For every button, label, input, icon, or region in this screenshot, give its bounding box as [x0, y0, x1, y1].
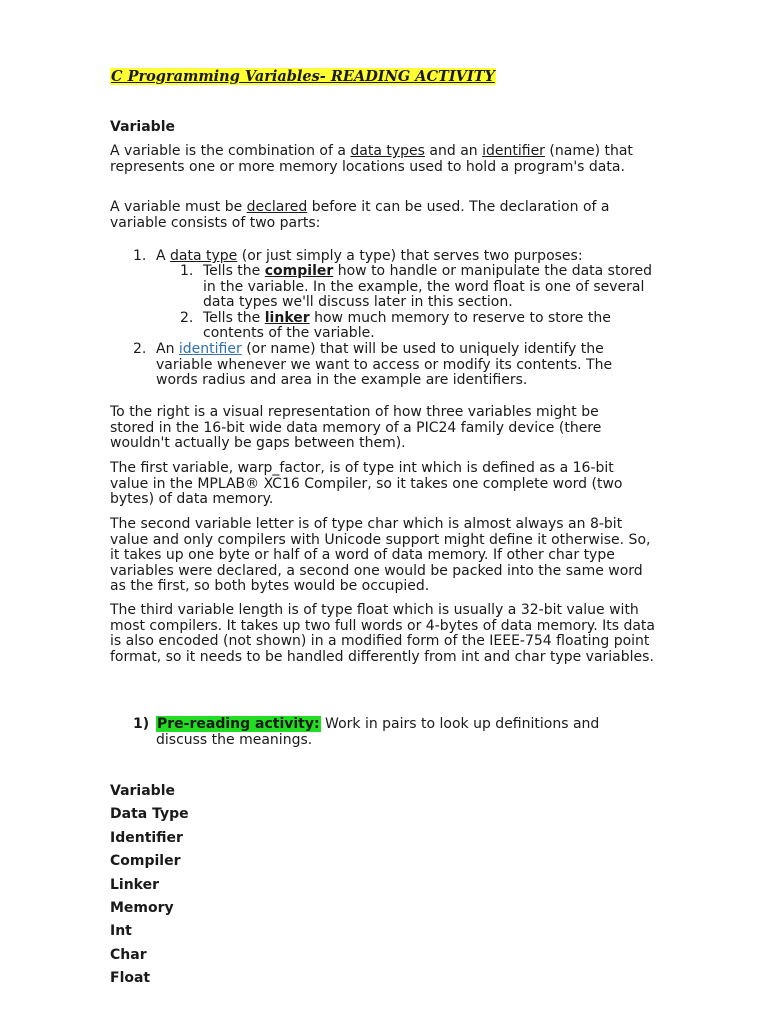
- vocabulary-term: Identifier: [110, 829, 183, 846]
- data-type-term: data type: [170, 248, 238, 264]
- link-identifier-2[interactable]: identifier: [178, 340, 242, 357]
- sub-list-number: 1.: [180, 263, 194, 279]
- text: (name) that represents one or more memory locations used to hold a program's data.: [110, 143, 633, 175]
- text: how to handle or manipulate the data stored in the variable. In the example, the word float is one of several data types we'll discuss later in this section.: [203, 263, 652, 311]
- paragraph-declaration: [110, 199, 635, 231]
- sub-list-item: [110, 311, 655, 342]
- text: A variable must be: [110, 199, 247, 215]
- text: how much memory to reserve to store the contents of the variable.: [203, 309, 611, 342]
- vocabulary-term: Compiler: [110, 853, 181, 870]
- declaration-parts-list: [110, 248, 662, 389]
- vocabulary-term: Char: [110, 946, 147, 963]
- vocabulary-term: Memory: [110, 900, 174, 916]
- text: Tells the: [203, 263, 265, 279]
- list-item: [110, 342, 656, 389]
- paragraph-third-variable: The third variable length is of type float which is usually a 32-bit value with most compilers. It takes up two full words or 4-bytes of data memory. Its data is also encoded (not shown) in a modified form of the IEEE-754 floating point format, so it needs to be handled differently from int and char type variables.: [110, 602, 655, 665]
- activity-label: Pre-reading activity:: [157, 716, 320, 732]
- text: (or name) that will be used to uniquely identify the variable whenever we want to access or modify its contents. The words radius and area in the example are identifiers.: [156, 340, 613, 389]
- heading-variable: Variable: [110, 119, 175, 135]
- pre-reading-activity: [110, 716, 622, 748]
- link-identifier[interactable]: identifier: [482, 143, 545, 159]
- vocabulary-term: Variable: [110, 783, 175, 799]
- vocabulary-term: Linker: [110, 876, 160, 893]
- paragraph-second-variable: The second variable letter is of type char which is almost always an 8-bit value and only compilers with Unicode support might define it otherwise. So, it takes up one byte or half of a word of data memory. If other char type variables were declared, a second one would be packed into the same word as the first, so both bytes would be occupied.: [110, 516, 651, 595]
- compiler-term: compiler: [264, 263, 334, 279]
- list-number: 2.: [133, 340, 147, 357]
- linker-term: linker: [264, 309, 310, 326]
- vocabulary-term: Float: [110, 970, 151, 987]
- activity-instructions: Work in pairs to look up definitions and discuss the meanings.: [156, 716, 600, 748]
- vocabulary-term: Data Type: [110, 806, 189, 823]
- sub-list-item: [110, 264, 655, 311]
- link-declared[interactable]: declared: [246, 199, 308, 215]
- activity-number: 1): [133, 716, 150, 732]
- text: Tells the: [203, 309, 265, 326]
- text: An: [156, 340, 179, 357]
- text: A variable is the combination of a: [110, 143, 351, 159]
- text: (or just simply a type) that serves two purposes:: [237, 248, 583, 264]
- list-number: 1.: [133, 248, 147, 264]
- sub-list-number: 2.: [180, 309, 194, 326]
- text: before it can be used. The declaration of a variable consists of two parts:: [110, 199, 610, 231]
- paragraph-definition: [110, 143, 650, 175]
- text: A: [156, 248, 171, 264]
- text: and an: [424, 143, 483, 159]
- vocabulary-term: Int: [110, 923, 132, 940]
- link-data-types[interactable]: data types: [350, 143, 425, 159]
- paragraph-visual-representation: To the right is a visual representation of how three variables might be stored in the 16-bit wide data memory of a PIC24 family device (there wouldn't actually be gaps between them).: [110, 404, 602, 452]
- list-item: [110, 248, 656, 264]
- paragraph-first-variable: The first variable, warp_factor, is of type int which is defined as a 16-bit value in the MPLAB® XC16 Compiler, so it takes one complete word (two bytes) of data memory.: [110, 460, 623, 508]
- document-title: C Programming Variables- READING ACTIVITY: [111, 68, 495, 85]
